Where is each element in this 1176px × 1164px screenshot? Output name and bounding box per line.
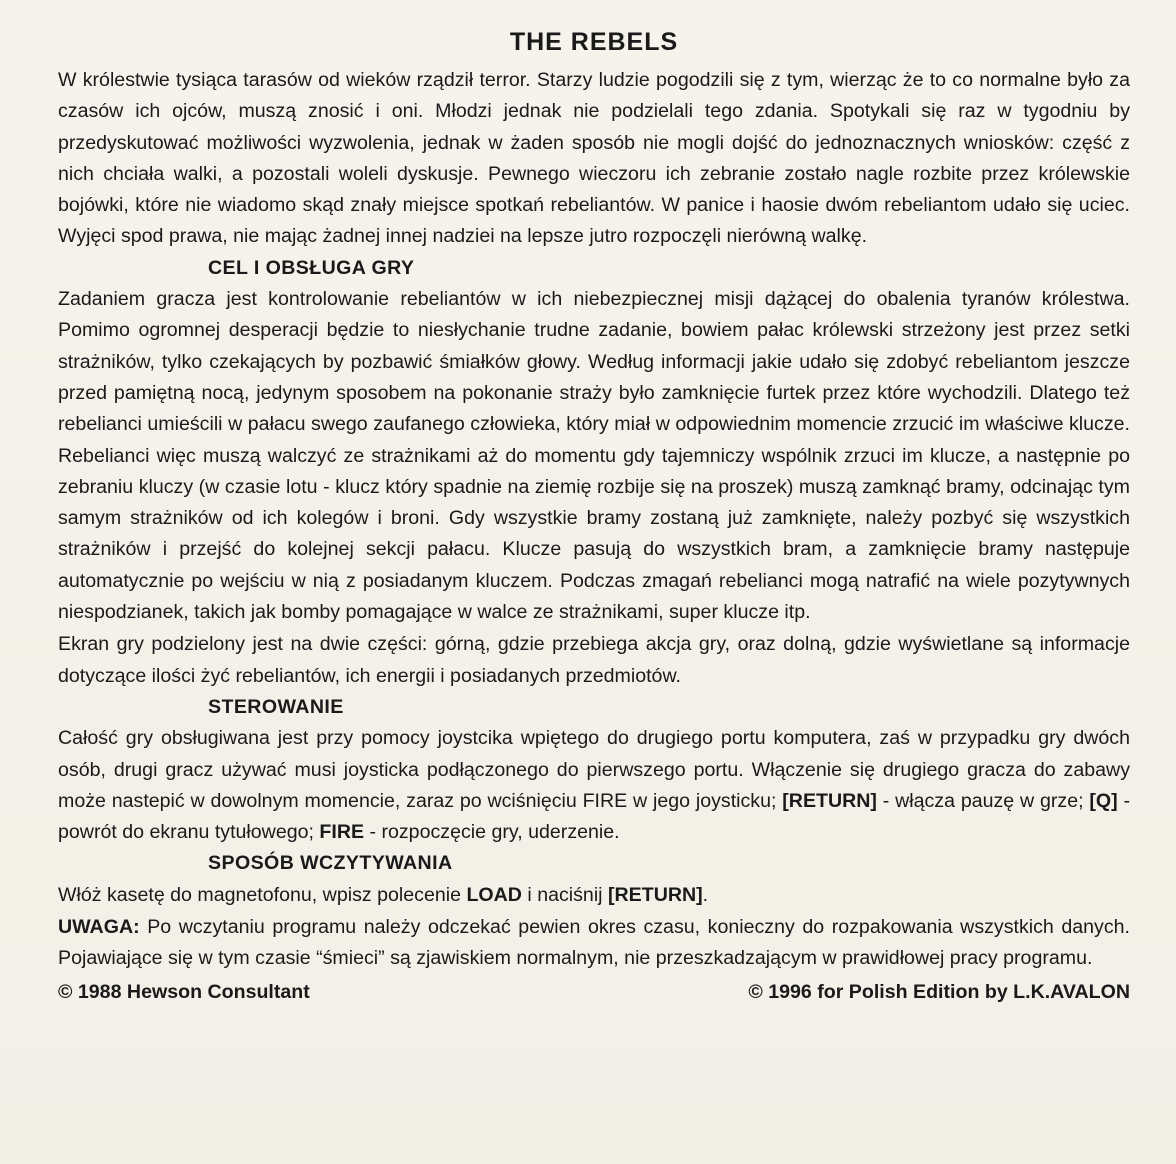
section-heading-goal: CEL I OBSŁUGA GRY (208, 256, 415, 279)
key-load: LOAD (466, 883, 522, 906)
controls-text-c: - powrót do ekranu tytułowego; (58, 789, 1130, 844)
warning-paragraph (58, 912, 1130, 975)
loading-text-c: . (702, 883, 709, 906)
intro-paragraph: W królestwie tysiąca tarasów od wieków rządził terror. Starzy ludzie pogodzili się z tym, wierząc że to co normalne było za czasów ich ojców, muszą znosić i oni. Młodzi jednak nie podzielali tego zdania. Spotykali się raz w tygodniu by przedyskutować możliwości wyzwolenia, jednak w żaden sposób nie mogli dojść do jednoznacznych wniosków: część z nich chciała walki, a pozostali woleli dyskusje. Pewnego wieczoru ich zebranie zostało nagle rozbite przez królewskie bojówki, które nie wiadomo skąd znały miejsce spotkań rebeliantów. W panice i haosie dwóm rebeliantom udało się uciec. Wyjęci spod prawa, nie mając żadnej innej nadziei na lepsze jutro rozpoczęli nierówną walkę. (58, 69, 1130, 248)
copyright-polish-edition: © 1996 for Polish Edition by L.K.AVALON (748, 980, 1130, 1003)
section-heading-loading: SPOSÓB WCZYTYWANIA (208, 852, 453, 875)
page-title: THE REBELS (509, 28, 679, 56)
key-fire: FIRE (319, 821, 365, 844)
key-return: [RETURN] (782, 789, 877, 812)
controls-paragraph (58, 723, 1130, 848)
screen-paragraph: Ekran gry podzielony jest na dwie części: górną, gdzie przebiega akcja gry, oraz dolną, gdzie wyświetlane są informacje dotyczące ilości żyć rebeliantów, ich energii i posiadanych przedmiotów. (58, 633, 1130, 687)
key-return-load: [RETURN] (607, 883, 703, 906)
loading-text-b: i naciśnij (521, 883, 608, 906)
controls-text-d: - rozpoczęcie gry, uderzenie. (364, 821, 620, 844)
controls-text-b: - włącza pauzę w grze; (876, 789, 1090, 812)
controls-text-a: Całość gry obsługiwana jest przy pomocy joystcika wpiętego do drugiego portu komputera, zaś w przypadku gry dwóch osób, drugi gracz używać musi joysticka podłączonego do pierwszego portu. Włączenie się drugiego gracza do zabawy może nastepić w dowolnym momencie, zaraz po wciśnięciu FIRE w jego joysticku; (58, 727, 1130, 812)
loading-text-a: Włóż kasetę do magnetofonu, wpisz polecenie (58, 883, 467, 906)
footer (58, 977, 1130, 1008)
warning-text: Po wczytaniu programu należy odczekać pewien okres czasu, konieczny do rozpakowania wszystkich danych. Pojawiające się w tym czasie “śmieci” są zjawiskiem normalnym, nie przeszkadzającym w prawidłowej pracy programu. (58, 916, 1130, 970)
loading-paragraph (58, 880, 1130, 911)
warning-label: UWAGA: (58, 916, 140, 939)
section-heading-controls: STEROWANIE (208, 695, 344, 718)
goal-paragraph: Zadaniem gracza jest kontrolowanie rebeliantów w ich niebezpiecznej misji dążącej do obalenia tyranów królestwa. Pomimo ogromnej desperacji będzie to niesłychanie trudne zadanie, bowiem pałac królewski strzeżony jest przez setki strażników, tylko czekających by pozbawić śmiałków głowy. Według informacji jakie udało się zdobyć rebeliantom jeszcze przed pamiętną nocą, jedynym sposobem na pokonanie straży było zamknięcie furtek przez które wychodzili. Dlatego też rebelianci umieścili w pałacu swego zaufanego człowieka, który miał w odpowiednim momencie zrzucić im właściwe klucze. Rebelianci więc muszą walczyć ze strażnikami aż do momentu gdy tajemniczy wspólnik zrzuci im klucze, a następnie po zebraniu kluczy (w czasie lotu - klucz który spadnie na ziemię rozbije się na proszek) muszą zamknąć bramy, odcinając tym samym strażników od ich kolegów i broni. Gdy wszystkie bramy zostaną już zamknięte, należy pozbyć się wszystkich strażników i przejść do kolejnej sekcji pałacu. Klucze pasują do wszystkich bram, a zamknięcie bramy następuje automatycznie po wejściu w nią z posiadanym kluczem. Podczas zmagań rebelianci mogą natrafić na wiele pozytywnych niespodzianek, takich jak bomby pomagające w walce ze strażnikami, super klucze itp. (58, 288, 1130, 624)
key-q: [Q] (1089, 789, 1118, 812)
copyright-original: © 1988 Hewson Consultant (58, 980, 310, 1003)
